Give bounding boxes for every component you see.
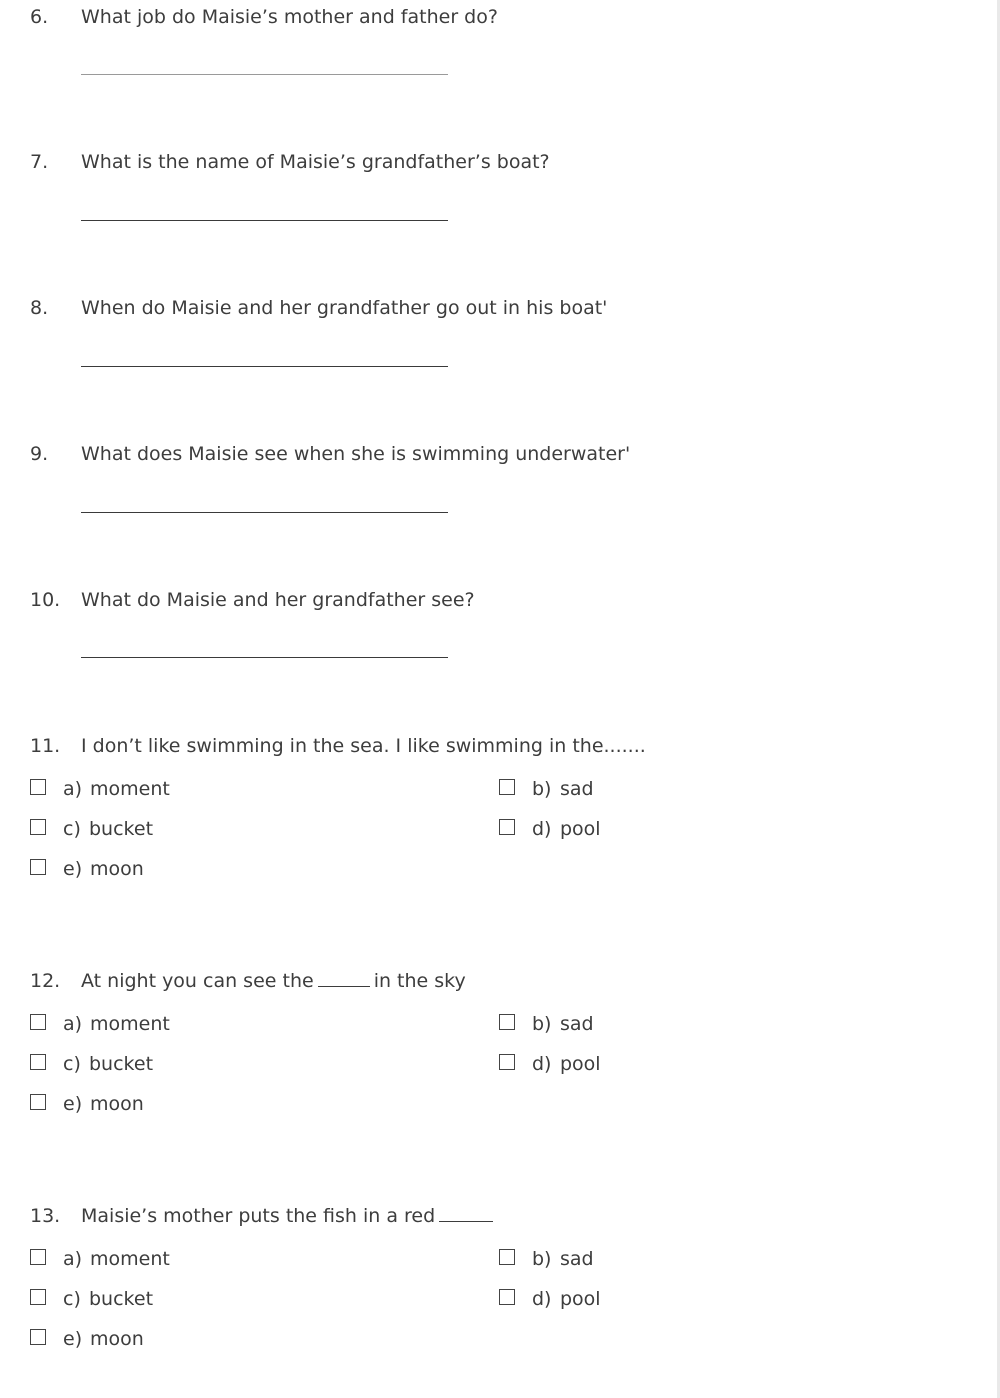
option-word: sad	[560, 1248, 594, 1270]
question-9	[0, 442, 1000, 466]
option-word: pool	[560, 1053, 601, 1075]
option-word: moon	[90, 1328, 144, 1350]
option-word: pool	[560, 1288, 601, 1310]
option-word: moon	[90, 858, 144, 880]
option-letter: d)	[532, 1288, 552, 1310]
option-word: moon	[90, 1093, 144, 1115]
option-letter: a)	[63, 1013, 83, 1035]
checkbox[interactable]	[499, 1014, 515, 1030]
question-text: What job do Maisie’s mother and father do?	[81, 6, 498, 28]
option-letter: c)	[63, 818, 81, 840]
answer-line-10[interactable]	[81, 657, 448, 658]
checkbox[interactable]	[499, 1249, 515, 1265]
question-number: 13.	[30, 1205, 61, 1227]
answer-line-6[interactable]	[81, 74, 448, 75]
question-text-before: Maisie’s mother puts the fish in a red	[81, 1205, 436, 1227]
question-8	[0, 296, 1000, 320]
option-letter: e)	[63, 858, 83, 880]
option-letter: e)	[63, 1093, 83, 1115]
option-letter: d)	[532, 1053, 552, 1075]
question-7	[0, 150, 1000, 174]
question-text: What does Maisie see when she is swimming underwater'	[81, 443, 631, 465]
option-word: bucket	[89, 1288, 154, 1310]
checkbox[interactable]	[30, 819, 46, 835]
question-text-before: At night you can see the	[81, 970, 314, 992]
checkbox[interactable]	[30, 1289, 46, 1305]
option-word: moment	[90, 778, 170, 800]
question-text: What do Maisie and her grandfather see?	[81, 589, 475, 611]
option-word: bucket	[89, 1053, 154, 1075]
question-text	[81, 1204, 497, 1228]
option-letter: e)	[63, 1328, 83, 1350]
checkbox[interactable]	[499, 779, 515, 795]
answer-line-8[interactable]	[81, 366, 448, 367]
question-text: When do Maisie and her grandfather go out in his boat'	[81, 297, 608, 319]
option-letter: a)	[63, 1248, 83, 1270]
checkbox[interactable]	[30, 1094, 46, 1110]
question-number: 10.	[30, 589, 61, 611]
checkbox[interactable]	[499, 1054, 515, 1070]
option-word: sad	[560, 778, 594, 800]
answer-line-9[interactable]	[81, 512, 448, 513]
option-word: pool	[560, 818, 601, 840]
question-number: 11.	[30, 735, 61, 757]
question-11	[0, 734, 1000, 758]
option-word: sad	[560, 1013, 594, 1035]
question-number: 6.	[30, 6, 49, 28]
answer-line-7[interactable]	[81, 220, 448, 221]
fill-blank[interactable]	[318, 984, 370, 987]
question-12	[0, 969, 1000, 993]
question-number: 12.	[30, 970, 61, 992]
question-number: 8.	[30, 297, 49, 319]
checkbox[interactable]	[30, 1249, 46, 1265]
option-word: bucket	[89, 818, 154, 840]
checkbox[interactable]	[499, 819, 515, 835]
question-number: 7.	[30, 151, 49, 173]
question-text: What is the name of Maisie’s grandfather’s boat?	[81, 151, 550, 173]
option-word: moment	[90, 1013, 170, 1035]
option-letter: c)	[63, 1288, 81, 1310]
fill-blank[interactable]	[439, 1219, 493, 1222]
checkbox[interactable]	[30, 1054, 46, 1070]
question-13	[0, 1204, 1000, 1228]
option-letter: d)	[532, 818, 552, 840]
checkbox[interactable]	[30, 859, 46, 875]
checkbox[interactable]	[499, 1289, 515, 1305]
option-letter: b)	[532, 1013, 552, 1035]
checkbox[interactable]	[30, 1014, 46, 1030]
question-text	[81, 969, 466, 993]
option-letter: a)	[63, 778, 83, 800]
question-text: I don’t like swimming in the sea. I like swimming in the.......	[81, 735, 646, 757]
question-6	[0, 5, 1000, 29]
question-number: 9.	[30, 443, 49, 465]
option-letter: c)	[63, 1053, 81, 1075]
question-text-after: in the sky	[373, 970, 466, 992]
question-10	[0, 588, 1000, 612]
option-letter: b)	[532, 1248, 552, 1270]
option-word: moment	[90, 1248, 170, 1270]
checkbox[interactable]	[30, 779, 46, 795]
option-letter: b)	[532, 778, 552, 800]
checkbox[interactable]	[30, 1329, 46, 1345]
